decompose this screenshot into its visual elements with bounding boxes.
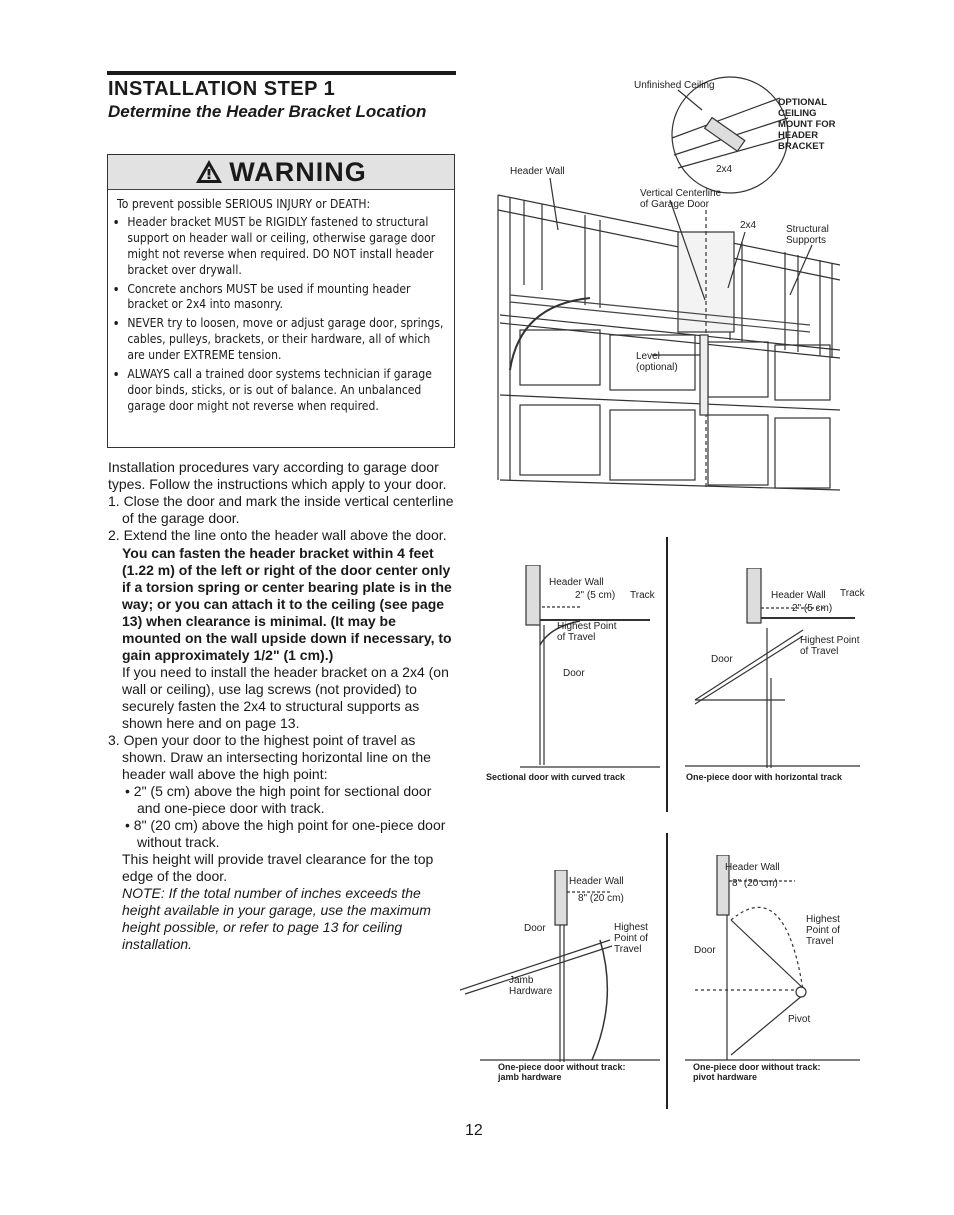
instructions — [108, 459, 458, 953]
sec-highest: Highest Point of Travel — [557, 621, 617, 643]
label-level: Level (optional) — [636, 351, 678, 373]
warning-list — [117, 214, 447, 414]
label-2x4: 2x4 — [740, 220, 757, 231]
piv-dim: 8" (20 cm) — [732, 878, 778, 889]
jamb-diagram — [460, 870, 660, 1065]
jamb-highest: Highest Point of Travel — [614, 922, 648, 955]
sec-dim: 2" (5 cm) — [575, 590, 616, 601]
jamb-door: Door — [524, 923, 546, 934]
step-3: 3. Open your door to the highest point of travel as shown. Draw an intersecting horizontal line on the header wall above the high point: — [108, 732, 431, 782]
label-structural: Structural Supports — [786, 224, 829, 246]
label-2x4-inset: 2x4 — [716, 164, 733, 175]
warning-header — [108, 155, 454, 190]
piv-caption-1: One-piece door without track: — [693, 1062, 821, 1072]
jamb-caption-2: jamb hardware — [498, 1072, 562, 1082]
jamb-dim: 8" (20 cm) — [578, 893, 624, 904]
twobyfour-note: If you need to install the header bracket on a 2x4 (on wall or ceiling), use lag screws (not provided) to securely fasten the 2x4 to structural supports as shown here and on page 13. — [122, 664, 449, 731]
piv-pivot: Pivot — [788, 1014, 811, 1025]
warning-item: • ALWAYS call a trained door systems technician if garage door binds, sticks, or is out of balance. An unbalanced garage door might not reverse when required. — [127, 366, 447, 414]
step-title: INSTALLATION STEP 1 — [108, 78, 336, 100]
sec-caption: Sectional door with curved track — [486, 772, 626, 782]
warning-triangle-icon — [195, 159, 223, 184]
label-centerline: Vertical Centerline of Garage Door — [640, 188, 722, 210]
label-unfinished-ceiling: Unfinished Ceiling — [634, 80, 715, 91]
opt-header-wall: Header Wall — [771, 590, 826, 601]
opt-caption: One-piece door with horizontal track — [686, 772, 843, 782]
warning-intro: To prevent possible SERIOUS INJURY or DEATH: — [117, 196, 371, 211]
opt-track: Track — [840, 588, 865, 599]
opt-highest: Highest Point of Travel — [800, 635, 860, 657]
piv-header-wall: Header Wall — [725, 862, 780, 873]
intro-paragraph: Installation procedures vary according to garage door types. Follow the instructions which apply to your door. — [108, 459, 447, 492]
opt-door: Door — [711, 654, 733, 665]
step-subtitle: Determine the Header Bracket Location — [108, 102, 427, 121]
column-divider — [666, 833, 668, 1109]
step-1: 1. Close the door and mark the inside vertical centerline of the garage door. — [108, 493, 454, 526]
warning-body — [117, 196, 447, 417]
bold-note: You can fasten the header bracket within 4 feet (1.22 m) of the left or right of the door center only if a torsion spring or center bearing plate is in the way; or you can attach it to the ceiling (see page 13) when clearance is minimal. (It may be mounted on the wall upside down if necessary, to gain approximately 1/2" (1 cm).) — [122, 545, 452, 663]
piv-door: Door — [694, 945, 716, 956]
piv-caption-2: pivot hardware — [693, 1072, 758, 1082]
label-optional-mount: OPTIONAL CEILING MOUNT FOR HEADER BRACKET — [778, 97, 836, 152]
bullet-item: • 8" (20 cm) above the high point for one-piece door without track. — [125, 817, 446, 850]
opt-dim: 2" (5 cm) — [792, 603, 833, 614]
warning-item: • NEVER try to loosen, move or adjust garage door, springs, cables, pulleys, brackets, or their hardware, all of which are under EXTREME tension. — [127, 315, 447, 363]
column-divider — [666, 537, 668, 812]
warning-item: • Header bracket MUST be RIGIDLY fastened to structural support on header wall or ceiling, otherwise garage door might not reverse when required. DO NOT install header bracket over drywall. — [127, 214, 447, 278]
sec-door: Door — [563, 668, 585, 679]
sec-track: Track — [630, 590, 655, 601]
note: NOTE: If the total number of inches exceeds the height available in your garage, use the maximum height possible, or refer to page 13 for ceiling installation. — [122, 885, 431, 952]
warning-item: • Concrete anchors MUST be used if mounting header bracket or 2x4 into masonry. — [127, 281, 447, 313]
page-number: 12 — [465, 1122, 483, 1139]
warning-box — [107, 154, 455, 448]
jamb-caption-1: One-piece door without track: — [498, 1062, 626, 1072]
label-header-wall: Header Wall — [510, 166, 565, 177]
piv-highest: Highest Point of Travel — [806, 914, 840, 947]
step-2: 2. Extend the line onto the header wall above the door. — [108, 527, 447, 543]
jamb-hardware: Jamb Hardware — [509, 975, 553, 997]
jamb-header-wall: Header Wall — [569, 876, 624, 887]
top-rule — [107, 71, 456, 75]
clearance-note: This height will provide travel clearance for the top edge of the door. — [122, 851, 434, 884]
warning-title: WARNING — [229, 157, 367, 187]
bullet-item: • 2" (5 cm) above the high point for sectional door and one-piece door with track. — [125, 783, 432, 816]
sec-header-wall: Header Wall — [549, 577, 604, 588]
